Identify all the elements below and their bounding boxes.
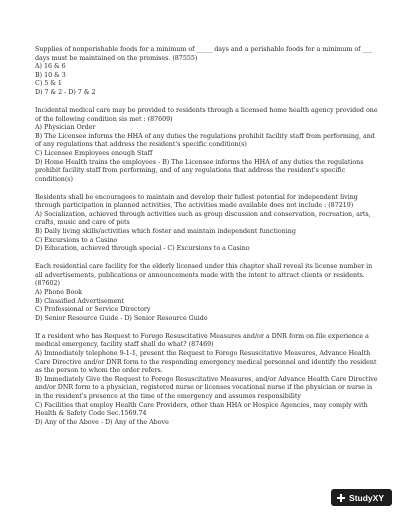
question-text: Supplies of nonperishable foods for a minimum of _____ days and a perishable foods for a minimum of ___ days must be maintained on the premises. (87555) (35, 46, 372, 62)
answer-line: B) Daily living skills/activities which foster and maintain independent functioning (35, 228, 296, 236)
question-block (35, 46, 380, 98)
question-block (35, 107, 380, 184)
answer-line: C) Professional or Service Directory (35, 306, 151, 314)
answer-line: C) 5 & 1 (35, 80, 62, 88)
answer-line: C) Licensee Employees enough Staff (35, 149, 153, 157)
answer-line: A) Physician Order (35, 124, 96, 132)
question-text: Incidental medical care may be provided to residents through a licensed home health agency provided one of the following condition sis met : (87609) (35, 106, 378, 123)
answer-line: B) 10 & 3 (35, 71, 66, 79)
answer-line: D) Home Health trains the employees - B) The Licensee informs the HHA of any duties the regulations prohibit facility staff from performing, and of any regulations that address the resident's specific condition(s) (35, 158, 364, 183)
answer-line: A) Phone Book (35, 289, 82, 297)
answer-line: C) Excursions to a Casino (35, 236, 118, 244)
answer-line: B) Classified Advertisement (35, 297, 125, 305)
badge-label: StudyXY (349, 492, 384, 503)
answer-line: D) Education, achieved through special - C) Excursions to a Casino (35, 245, 250, 253)
question-text: If a resident who has Request to Forego Resuscitative Measures and/or a DNR form on file experience a medical emergency, facility staff shall do what? (87469) (35, 332, 369, 349)
answer-line: D) Senior Resource Guide - D) Senior Resource Guide (35, 314, 208, 322)
question-block (35, 263, 380, 323)
answer-line: C) Facilities that employ Health Care Providers, other than HHA or Hospice Agencies, may comply with Health & Safety Code Sec.1569.74 (35, 401, 368, 418)
answer-line: B) The Licensee informs the HHA of any duties the regulations prohibit facility staff from performing, and of any regulations that address the resident's specific condition(s) (35, 132, 375, 149)
answer-line: A) 16 & 6 (35, 63, 66, 71)
answer-line: A) Socialization, achieved through activities such as group discussion and conservation, recreation, arts, crafts, music and care of pets (35, 210, 371, 227)
question-block (35, 333, 380, 428)
answer-line: D) 7 & 2 - D) 7 & 2 (35, 88, 96, 96)
question-text: Each residential care facility for the elderly licensed under this chapter shall reveal its license number in all advertisements, publications or announcements made with the intent to attract clients or residents. (87602) (35, 263, 373, 288)
document-page (35, 46, 380, 437)
studyxy-badge[interactable] (331, 489, 392, 506)
plus-icon (337, 494, 345, 502)
answer-line: D) Any of the Above - D) Any of the Above (35, 418, 169, 426)
question-text: Residents shall be encouragees to maintain and develop their fullest potential for independent living through participation in planned activities, The activities made available does not include : (87219) (35, 193, 358, 210)
answer-line: A) Immediately telephone 9-1-1, present the Request to Forego Resuscitative Measures, Advance Health Care Directive and/or DNR form to the responding emergency medical personnel and identify the resident as the person to whom the order refers. (35, 349, 377, 375)
answer-line: B) Immediately Give the Request to Forego Resuscitative Measures, and/or Advance Health Care Directive and/or DNR form to a physician, registered nurse or licenses vocational nurse if the physician or nurse is in the resident's presence at the time of the emergency and assumes responsibility (35, 375, 378, 400)
question-block (35, 194, 380, 254)
